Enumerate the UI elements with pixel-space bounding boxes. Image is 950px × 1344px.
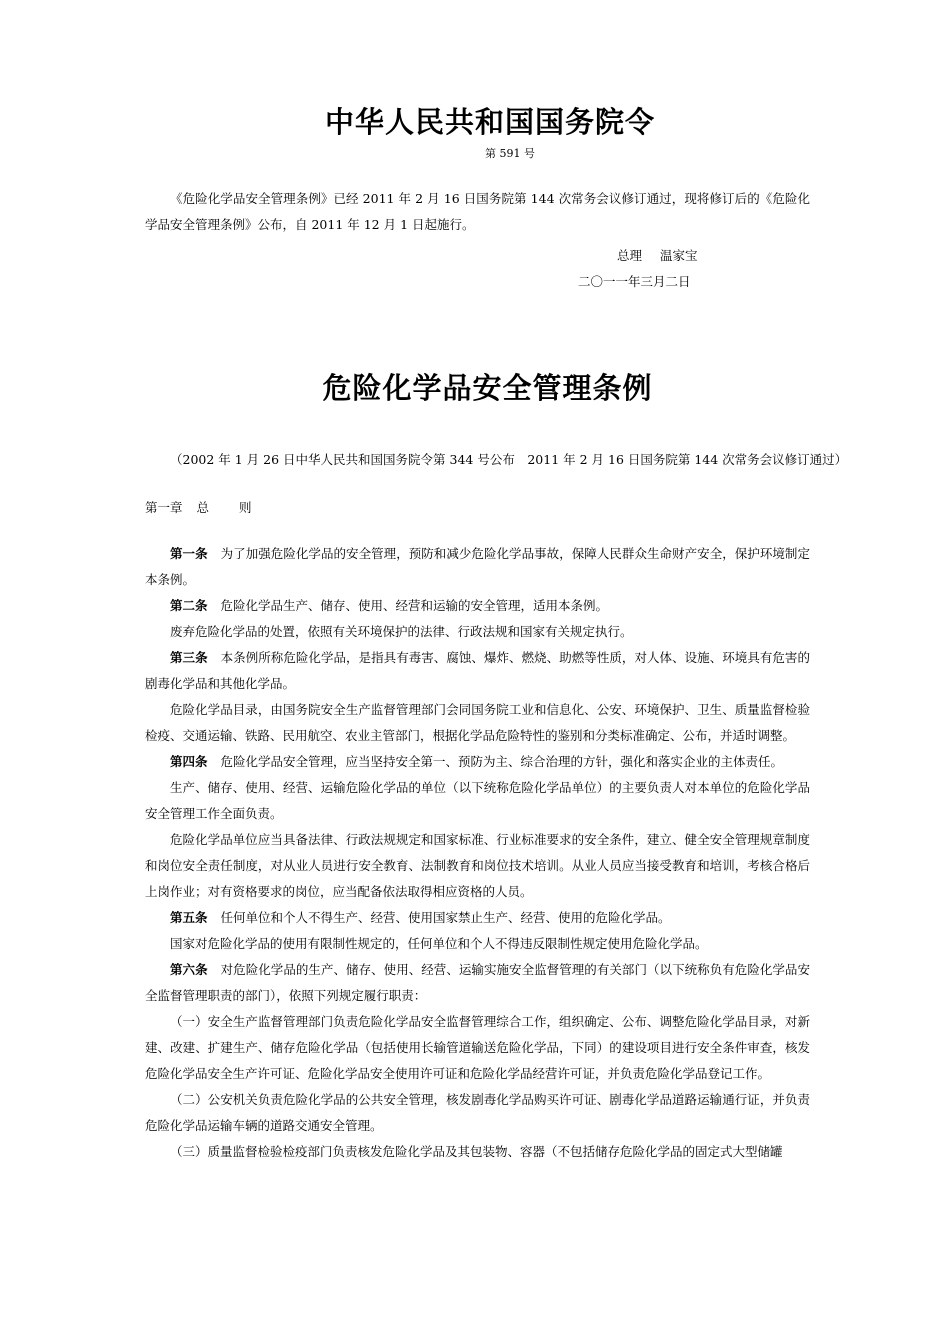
signature xyxy=(617,246,698,264)
article-text: （三）质量监督检验检疫部门负责核发危险化学品及其包装物、容器（不包括储存危险化学品的固定式大型储罐 xyxy=(170,1144,783,1159)
article-paragraph xyxy=(145,697,810,749)
article-paragraph xyxy=(145,905,810,931)
article-paragraph xyxy=(145,931,810,957)
article-label: 第六条 xyxy=(170,962,208,977)
article-text: （二）公安机关负责危险化学品的公共安全管理，核发剧毒化学品购买许可证、剧毒化学品道路运输通行证，并负责危险化学品运输车辆的道路交通安全管理。 xyxy=(145,1092,810,1133)
decree-text: 《危险化学品安全管理条例》已经 2011 年 2 月 16 日国务院第 144 次常务会议修订通过，现将修订后的《危险化学品安全管理条例》公布，自 2011 年 12 月 1 日起施行。 xyxy=(145,191,810,232)
decree-title: 中华人民共和国国务院令 xyxy=(324,105,655,139)
regulation-body xyxy=(145,541,810,1165)
article-text: （一）安全生产监督管理部门负责危险化学品安全监督管理综合工作，组织确定、公布、调整危险化学品目录，对新建、改建、扩建生产、储存危险化学品（包括使用长输管道输送危险化学品，下同）的建设项目进行安全条件审查，核发危险化学品安全生产许可证、危险化学品安全使用许可证和危险化学品经营许可证，并负责危险化学品登记工作。 xyxy=(145,1014,810,1081)
article-label: 第二条 xyxy=(170,598,208,613)
chapter-name-1: 总 xyxy=(196,500,210,515)
article-paragraph xyxy=(145,957,810,1009)
article-paragraph xyxy=(145,541,810,593)
article-paragraph xyxy=(145,619,810,645)
signer-name: 温家宝 xyxy=(660,248,698,263)
article-text: 对危险化学品的生产、储存、使用、经营、运输实施安全监督管理的有关部门（以下统称负有危险化学品安全监督管理职责的部门），依照下列规定履行职责： xyxy=(145,962,810,1003)
regulation-note: （2002 年 1 月 26 日中华人民共和国国务院令第 344 号公布 2011 年 2 月 16 日国务院第 144 次常务会议修订通过） xyxy=(170,452,848,467)
decree-number: 第 591 号 xyxy=(485,147,535,160)
regulation-title: 危险化学品安全管理条例 xyxy=(322,371,653,405)
article-text: 危险化学品生产、储存、使用、经营和运输的安全管理，适用本条例。 xyxy=(220,598,609,613)
article-text: 任何单位和个人不得生产、经营、使用国家禁止生产、经营、使用的危险化学品。 xyxy=(220,910,671,925)
signer-title: 总理 xyxy=(617,248,643,263)
article-text: 国家对危险化学品的使用有限制性规定的，任何单位和个人不得违反限制性规定使用危险化学品。 xyxy=(170,936,708,951)
chapter-heading xyxy=(145,498,252,516)
article-paragraph xyxy=(145,1009,810,1087)
article-paragraph xyxy=(145,749,810,775)
article-text: 为了加强危险化学品的安全管理，预防和减少危险化学品事故，保障人民群众生命财产安全，保护环境制定本条例。 xyxy=(145,546,810,587)
article-paragraph xyxy=(145,827,810,905)
decree-date: 二〇一一年三月二日 xyxy=(578,274,691,289)
article-label: 第五条 xyxy=(170,910,208,925)
chapter-label: 第一章 xyxy=(145,500,183,515)
article-label: 第四条 xyxy=(170,754,208,769)
article-text: 危险化学品目录，由国务院安全生产监督管理部门会同国务院工业和信息化、公安、环境保护、卫生、质量监督检验检疫、交通运输、铁路、民用航空、农业主管部门，根据化学品危险特性的鉴别和分类标准确定、公布，并适时调整。 xyxy=(145,702,810,743)
article-text: 危险化学品安全管理，应当坚持安全第一、预防为主、综合治理的方针，强化和落实企业的主体责任。 xyxy=(220,754,784,769)
article-paragraph xyxy=(145,1139,810,1165)
article-paragraph xyxy=(145,775,810,827)
article-text: 废弃危险化学品的处置，依照有关环境保护的法律、行政法规和国家有关规定执行。 xyxy=(170,624,633,639)
article-paragraph xyxy=(145,645,810,697)
article-text: 危险化学品单位应当具备法律、行政法规规定和国家标准、行业标准要求的安全条件，建立、健全安全管理规章制度和岗位安全责任制度，对从业人员进行安全教育、法制教育和岗位技术培训。从业人员应当接受教育和培训，考核合格后上岗作业；对有资格要求的岗位，应当配备依法取得相应资格的人员。 xyxy=(145,832,810,899)
chapter-name-2: 则 xyxy=(239,500,252,515)
article-text: 本条例所称危险化学品，是指具有毒害、腐蚀、爆炸、燃烧、助燃等性质，对人体、设施、环境具有危害的剧毒化学品和其他化学品。 xyxy=(145,650,810,691)
article-text: 生产、储存、使用、经营、运输危险化学品的单位（以下统称危险化学品单位）的主要负责人对本单位的危险化学品安全管理工作全面负责。 xyxy=(145,780,810,821)
article-label: 第一条 xyxy=(170,546,208,561)
article-paragraph xyxy=(145,1087,810,1139)
article-label: 第三条 xyxy=(170,650,208,665)
article-paragraph xyxy=(145,593,810,619)
